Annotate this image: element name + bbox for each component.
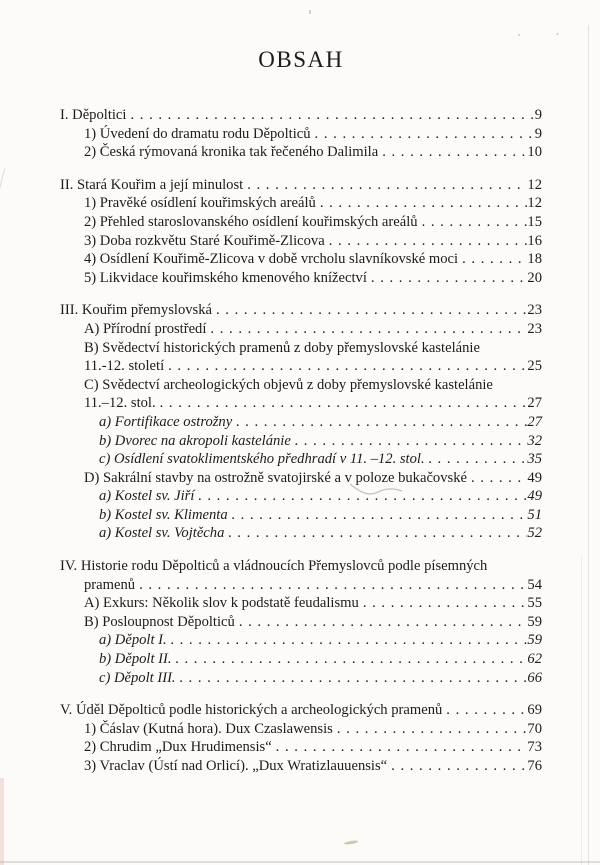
- toc-entry-label: 11.-12. století: [84, 358, 165, 375]
- toc-entry: [60, 576, 542, 595]
- toc-entry-label: IV. Historie rodu Děpolticů a vládnoucích Přemyslovců podle písemných: [60, 558, 488, 575]
- toc-entry-label: 2) Přehled staroslovanského osídlení kouřimských areálů: [84, 213, 418, 230]
- toc-entry: [60, 594, 542, 613]
- toc-entry-label: b) Kostel sv. Klimenta: [99, 506, 228, 523]
- toc-entry-label: 3) Vraclav (Ústí nad Orlicí). „Dux Wratizlauuensis“: [84, 758, 388, 774]
- dot-leader: [176, 669, 528, 688]
- toc-entry: [60, 650, 542, 669]
- toc-entry-page: 51: [527, 506, 542, 523]
- toc-entry-label: II. Stará Kouřim a její minulost: [60, 176, 244, 193]
- toc-entry-label: 2) Chrudim „Dux Hrudimensis“: [84, 739, 272, 756]
- toc-entry-page: 32: [527, 432, 542, 449]
- dot-leader: [367, 269, 528, 288]
- toc-entry-label: b) Děpolt II.: [99, 651, 172, 668]
- toc-entry-page: 35: [527, 451, 542, 468]
- toc-entry: [60, 213, 542, 232]
- toc-entry: [60, 176, 542, 195]
- dot-leader: [243, 176, 527, 195]
- toc-entry-page: 59: [527, 632, 542, 649]
- toc-entry: [60, 320, 542, 339]
- toc-entry: [60, 269, 542, 288]
- dot-leader: [135, 576, 527, 595]
- toc-entry-label: B) Posloupnost Děpolticů: [84, 613, 235, 630]
- toc-entry-page: 55: [527, 595, 542, 612]
- dot-leader: [418, 213, 528, 232]
- toc-section-1: [60, 106, 542, 162]
- toc-entry: [60, 506, 542, 525]
- toc-entry: [60, 469, 542, 488]
- toc-entry: [60, 232, 542, 251]
- toc-entry-label: V. Úděl Děpolticů podle historických a archeologických pramenů: [60, 702, 443, 719]
- scan-artifact-bottom-edge-line: [0, 861, 600, 863]
- dot-leader: [442, 701, 527, 720]
- dot-leader: [232, 413, 527, 432]
- toc-entry: [60, 125, 542, 144]
- toc-entry: [60, 339, 542, 358]
- toc-entry-label: D) Sakrální stavby na ostrožně svatojirské a v poloze bukačovské: [84, 469, 467, 486]
- dot-leader: [325, 232, 528, 251]
- toc-entry-label: III. Kouřim přemyslovská: [60, 302, 212, 319]
- toc-section-5: [60, 701, 542, 775]
- scan-artifact-left-edge-tint: [0, 778, 4, 865]
- toc-entry: [60, 757, 542, 776]
- toc-entry-page: 15: [527, 213, 542, 230]
- toc: [60, 106, 542, 776]
- dot-leader: [378, 143, 527, 162]
- dot-leader: [156, 394, 528, 413]
- toc-entry-page: 49: [527, 469, 542, 486]
- toc-entry-label: 3) Doba rozkvětu Staré Kouřimě-Zlicova: [84, 232, 325, 249]
- toc-entry: [60, 376, 542, 395]
- toc-entry-label: 2) Česká rýmovaná kronika tak řečeného Dalimila: [84, 144, 379, 161]
- toc-entry-page: 18: [527, 251, 542, 268]
- toc-entry-page: 12: [527, 195, 542, 212]
- dot-leader: [206, 320, 527, 339]
- toc-entry: [60, 720, 542, 739]
- dot-leader: [425, 450, 528, 469]
- dot-leader: [172, 650, 528, 669]
- dot-leader: [387, 757, 527, 776]
- toc-entry-page: 62: [527, 651, 542, 668]
- toc-entry: [60, 301, 542, 320]
- toc-entry-page: 9: [534, 125, 542, 142]
- toc-entry: [60, 413, 542, 432]
- toc-entry: [60, 194, 542, 213]
- toc-entry-label: I. Děpoltici: [60, 107, 127, 123]
- dot-leader: [167, 631, 528, 650]
- toc-entry: [60, 701, 542, 720]
- toc-entry-page: 49: [527, 488, 542, 505]
- toc-entry-label: c) Osídlení svatoklimentského předhradí v 11. –12. stol.: [99, 451, 425, 468]
- dot-leader: [126, 106, 534, 125]
- dot-leader: [467, 469, 527, 488]
- toc-entry: [60, 143, 542, 162]
- toc-entry-page: 52: [527, 525, 542, 542]
- toc-section-3: [60, 301, 542, 543]
- dot-leader: [333, 720, 528, 739]
- toc-entry: [60, 631, 542, 650]
- toc-entry-label: 5) Likvidace kouřimského kmenového knížectví: [84, 269, 367, 286]
- toc-entry: [60, 557, 542, 576]
- dot-leader: [164, 357, 527, 376]
- toc-entry: [60, 487, 542, 506]
- toc-entry-label: pramenů: [84, 576, 136, 593]
- toc-entry: [60, 394, 542, 413]
- dot-leader: [194, 487, 527, 506]
- dot-leader: [212, 301, 527, 320]
- toc-entry-page: 76: [527, 758, 542, 774]
- scan-artifact-smudge: [344, 840, 358, 845]
- dot-leader: [224, 524, 527, 543]
- toc-entry-page: 12: [527, 176, 542, 193]
- toc-entry: [60, 250, 542, 269]
- dot-leader: [458, 250, 527, 269]
- toc-entry-label: c) Děpolt III.: [99, 669, 176, 686]
- toc-entry-page: 59: [527, 613, 542, 630]
- toc-entry-label: 1) Čáslav (Kutná hora). Dux Czaslawensis: [84, 720, 333, 737]
- toc-entry: [60, 669, 542, 688]
- toc-entry: [60, 450, 542, 469]
- toc-entry: [60, 106, 542, 125]
- toc-entry-label: C) Svědectví archeologických objevů z doby přemyslovské kastelánie: [84, 376, 493, 393]
- dot-leader: [311, 125, 535, 144]
- toc-section-2: [60, 176, 542, 288]
- toc-entry-label: A) Exkurs: Několik slov k podstatě feudalismu: [84, 595, 359, 612]
- toc-entry-label: a) Děpolt I.: [99, 632, 167, 649]
- toc-entry-page: 73: [527, 739, 542, 756]
- dot-leader: [228, 506, 528, 525]
- dot-leader: [359, 594, 528, 613]
- toc-entry-label: A) Přírodní prostředí: [84, 320, 207, 337]
- toc-entry-page: 20: [527, 269, 542, 286]
- toc-entry-label: 1) Pravěké osídlení kouřimských areálů: [84, 195, 316, 212]
- page-title: OBSAH: [258, 47, 344, 72]
- dot-leader: [291, 432, 528, 451]
- toc-entry-page: 69: [527, 702, 542, 719]
- toc-entry-label: a) Fortifikace ostrožny: [99, 413, 233, 430]
- toc-entry-page: 25: [527, 358, 542, 375]
- toc-entry-label: 1) Úvedení do dramatu rodu Děpolticů: [84, 125, 311, 142]
- toc-entry-page: 27: [527, 413, 542, 430]
- dot-leader: [235, 613, 528, 632]
- toc-entry-page: 10: [527, 144, 542, 161]
- toc-entry: [60, 524, 542, 543]
- toc-entry-page: 27: [527, 395, 542, 412]
- dot-leader: [316, 194, 528, 213]
- toc-entry: [60, 738, 542, 757]
- toc-entry-page: 23: [527, 320, 542, 337]
- toc-entry-label: 11.–12. stol.: [84, 395, 156, 412]
- dot-leader: [272, 738, 528, 757]
- toc-entry-label: b) Dvorec na akropoli kastelánie: [99, 432, 291, 449]
- toc-entry: [60, 357, 542, 376]
- toc-entry-page: 54: [527, 576, 542, 593]
- toc-entry-page: 9: [534, 107, 542, 123]
- toc-entry-page: 70: [527, 720, 542, 737]
- toc-entry: [60, 613, 542, 632]
- toc-entry-label: a) Kostel sv. Vojtěcha: [99, 525, 225, 542]
- toc-entry-page: 23: [527, 302, 542, 319]
- toc-entry: [60, 432, 542, 451]
- toc-entry-label: 4) Osídlení Kouřimě-Zlicova v době vrcholu slavníkovské moci: [84, 251, 459, 268]
- toc-section-4: [60, 557, 542, 687]
- toc-entry-page: 66: [527, 669, 542, 686]
- toc-entry-label: B) Svědectví historických pramenů z doby přemyslovské kastelánie: [84, 339, 480, 356]
- toc-entry-label: a) Kostel sv. Jiří: [99, 488, 195, 505]
- toc-entry-page: 16: [527, 232, 542, 249]
